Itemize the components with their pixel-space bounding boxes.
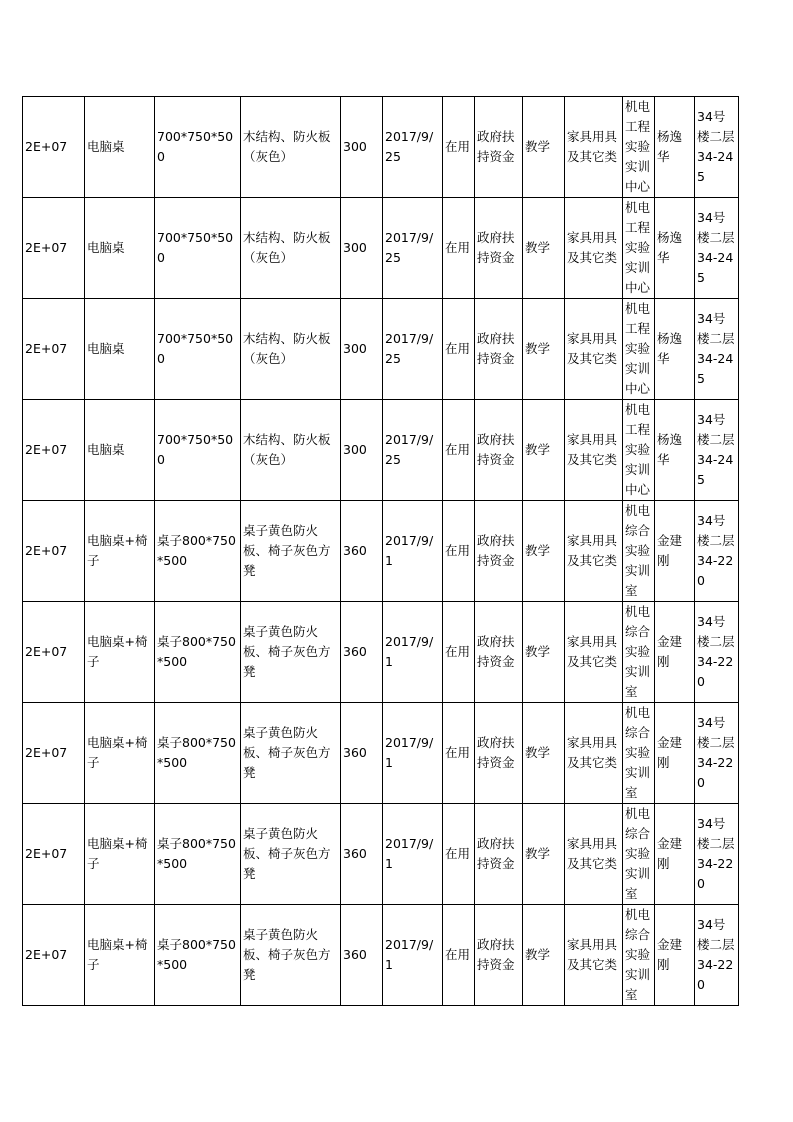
spec-cell: 桌子800*750*500 xyxy=(155,905,241,1006)
usage-cell: 教学 xyxy=(523,501,565,602)
department-cell: 机电综合实验实训室 xyxy=(623,602,655,703)
department-cell: 机电工程实验实训中心 xyxy=(623,198,655,299)
fund-source-cell: 政府扶持资金 xyxy=(475,501,523,602)
date-cell: 2017/9/1 xyxy=(383,905,443,1006)
spec-cell: 700*750*500 xyxy=(155,97,241,198)
category-cell: 家具用具及其它类 xyxy=(565,400,623,501)
status-cell: 在用 xyxy=(443,905,475,1006)
description-cell: 桌子黄色防火板、椅子灰色方凳 xyxy=(241,804,341,905)
asset-name-cell: 电脑桌 xyxy=(85,299,155,400)
table-row xyxy=(23,905,739,1006)
date-cell: 2017/9/1 xyxy=(383,703,443,804)
location-cell: 34号楼二层34-245 xyxy=(695,299,739,400)
status-cell: 在用 xyxy=(443,703,475,804)
description-cell: 木结构、防火板（灰色） xyxy=(241,400,341,501)
category-cell: 家具用具及其它类 xyxy=(565,97,623,198)
table-row xyxy=(23,602,739,703)
price-cell: 300 xyxy=(341,299,383,400)
category-cell: 家具用具及其它类 xyxy=(565,804,623,905)
spec-cell: 桌子800*750*500 xyxy=(155,602,241,703)
asset-id-cell: 2E+07 xyxy=(23,602,85,703)
date-cell: 2017/9/1 xyxy=(383,501,443,602)
description-cell: 木结构、防火板（灰色） xyxy=(241,97,341,198)
spec-cell: 桌子800*750*500 xyxy=(155,703,241,804)
status-cell: 在用 xyxy=(443,400,475,501)
custodian-cell: 金建刚 xyxy=(655,804,695,905)
asset-name-cell: 电脑桌 xyxy=(85,198,155,299)
department-cell: 机电工程实验实训中心 xyxy=(623,400,655,501)
fund-source-cell: 政府扶持资金 xyxy=(475,804,523,905)
price-cell: 300 xyxy=(341,198,383,299)
custodian-cell: 杨逸华 xyxy=(655,299,695,400)
asset-id-cell: 2E+07 xyxy=(23,299,85,400)
spec-cell: 桌子800*750*500 xyxy=(155,501,241,602)
status-cell: 在用 xyxy=(443,501,475,602)
table-row xyxy=(23,97,739,198)
usage-cell: 教学 xyxy=(523,602,565,703)
price-cell: 300 xyxy=(341,97,383,198)
usage-cell: 教学 xyxy=(523,905,565,1006)
spec-cell: 700*750*500 xyxy=(155,299,241,400)
spec-cell: 桌子800*750*500 xyxy=(155,804,241,905)
status-cell: 在用 xyxy=(443,97,475,198)
fund-source-cell: 政府扶持资金 xyxy=(475,299,523,400)
date-cell: 2017/9/25 xyxy=(383,97,443,198)
table-row xyxy=(23,804,739,905)
date-cell: 2017/9/25 xyxy=(383,299,443,400)
price-cell: 360 xyxy=(341,501,383,602)
price-cell: 360 xyxy=(341,703,383,804)
price-cell: 360 xyxy=(341,804,383,905)
location-cell: 34号楼二层34-220 xyxy=(695,602,739,703)
custodian-cell: 金建刚 xyxy=(655,703,695,804)
category-cell: 家具用具及其它类 xyxy=(565,905,623,1006)
location-cell: 34号楼二层34-245 xyxy=(695,97,739,198)
location-cell: 34号楼二层34-220 xyxy=(695,501,739,602)
fund-source-cell: 政府扶持资金 xyxy=(475,905,523,1006)
table-row xyxy=(23,703,739,804)
price-cell: 360 xyxy=(341,602,383,703)
category-cell: 家具用具及其它类 xyxy=(565,299,623,400)
status-cell: 在用 xyxy=(443,602,475,703)
table-row xyxy=(23,400,739,501)
date-cell: 2017/9/1 xyxy=(383,804,443,905)
custodian-cell: 金建刚 xyxy=(655,602,695,703)
table-row xyxy=(23,198,739,299)
usage-cell: 教学 xyxy=(523,400,565,501)
department-cell: 机电综合实验实训室 xyxy=(623,703,655,804)
location-cell: 34号楼二层34-245 xyxy=(695,400,739,501)
location-cell: 34号楼二层34-220 xyxy=(695,703,739,804)
description-cell: 桌子黄色防火板、椅子灰色方凳 xyxy=(241,501,341,602)
date-cell: 2017/9/25 xyxy=(383,198,443,299)
usage-cell: 教学 xyxy=(523,97,565,198)
custodian-cell: 金建刚 xyxy=(655,501,695,602)
department-cell: 机电综合实验实训室 xyxy=(623,905,655,1006)
asset-id-cell: 2E+07 xyxy=(23,501,85,602)
asset-name-cell: 电脑桌+椅子 xyxy=(85,703,155,804)
usage-cell: 教学 xyxy=(523,703,565,804)
category-cell: 家具用具及其它类 xyxy=(565,602,623,703)
category-cell: 家具用具及其它类 xyxy=(565,501,623,602)
date-cell: 2017/9/1 xyxy=(383,602,443,703)
description-cell: 桌子黄色防火板、椅子灰色方凳 xyxy=(241,602,341,703)
asset-name-cell: 电脑桌+椅子 xyxy=(85,905,155,1006)
location-cell: 34号楼二层34-245 xyxy=(695,198,739,299)
location-cell: 34号楼二层34-220 xyxy=(695,905,739,1006)
description-cell: 木结构、防火板（灰色） xyxy=(241,198,341,299)
status-cell: 在用 xyxy=(443,198,475,299)
department-cell: 机电综合实验实训室 xyxy=(623,804,655,905)
category-cell: 家具用具及其它类 xyxy=(565,703,623,804)
custodian-cell: 杨逸华 xyxy=(655,198,695,299)
fund-source-cell: 政府扶持资金 xyxy=(475,97,523,198)
usage-cell: 教学 xyxy=(523,299,565,400)
asset-id-cell: 2E+07 xyxy=(23,905,85,1006)
asset-id-cell: 2E+07 xyxy=(23,97,85,198)
fund-source-cell: 政府扶持资金 xyxy=(475,703,523,804)
category-cell: 家具用具及其它类 xyxy=(565,198,623,299)
usage-cell: 教学 xyxy=(523,198,565,299)
description-cell: 桌子黄色防火板、椅子灰色方凳 xyxy=(241,905,341,1006)
asset-name-cell: 电脑桌+椅子 xyxy=(85,501,155,602)
table-row xyxy=(23,299,739,400)
fund-source-cell: 政府扶持资金 xyxy=(475,198,523,299)
status-cell: 在用 xyxy=(443,804,475,905)
date-cell: 2017/9/25 xyxy=(383,400,443,501)
description-cell: 桌子黄色防火板、椅子灰色方凳 xyxy=(241,703,341,804)
custodian-cell: 杨逸华 xyxy=(655,97,695,198)
asset-table xyxy=(22,96,739,1006)
asset-name-cell: 电脑桌 xyxy=(85,400,155,501)
asset-id-cell: 2E+07 xyxy=(23,198,85,299)
asset-id-cell: 2E+07 xyxy=(23,400,85,501)
department-cell: 机电综合实验实训室 xyxy=(623,501,655,602)
price-cell: 360 xyxy=(341,905,383,1006)
spec-cell: 700*750*500 xyxy=(155,198,241,299)
description-cell: 木结构、防火板（灰色） xyxy=(241,299,341,400)
custodian-cell: 金建刚 xyxy=(655,905,695,1006)
location-cell: 34号楼二层34-220 xyxy=(695,804,739,905)
fund-source-cell: 政府扶持资金 xyxy=(475,602,523,703)
fund-source-cell: 政府扶持资金 xyxy=(475,400,523,501)
asset-id-cell: 2E+07 xyxy=(23,703,85,804)
usage-cell: 教学 xyxy=(523,804,565,905)
asset-name-cell: 电脑桌+椅子 xyxy=(85,602,155,703)
status-cell: 在用 xyxy=(443,299,475,400)
table-row xyxy=(23,501,739,602)
asset-id-cell: 2E+07 xyxy=(23,804,85,905)
department-cell: 机电工程实验实训中心 xyxy=(623,299,655,400)
asset-name-cell: 电脑桌 xyxy=(85,97,155,198)
asset-name-cell: 电脑桌+椅子 xyxy=(85,804,155,905)
custodian-cell: 杨逸华 xyxy=(655,400,695,501)
department-cell: 机电工程实验实训中心 xyxy=(623,97,655,198)
spec-cell: 700*750*500 xyxy=(155,400,241,501)
price-cell: 300 xyxy=(341,400,383,501)
